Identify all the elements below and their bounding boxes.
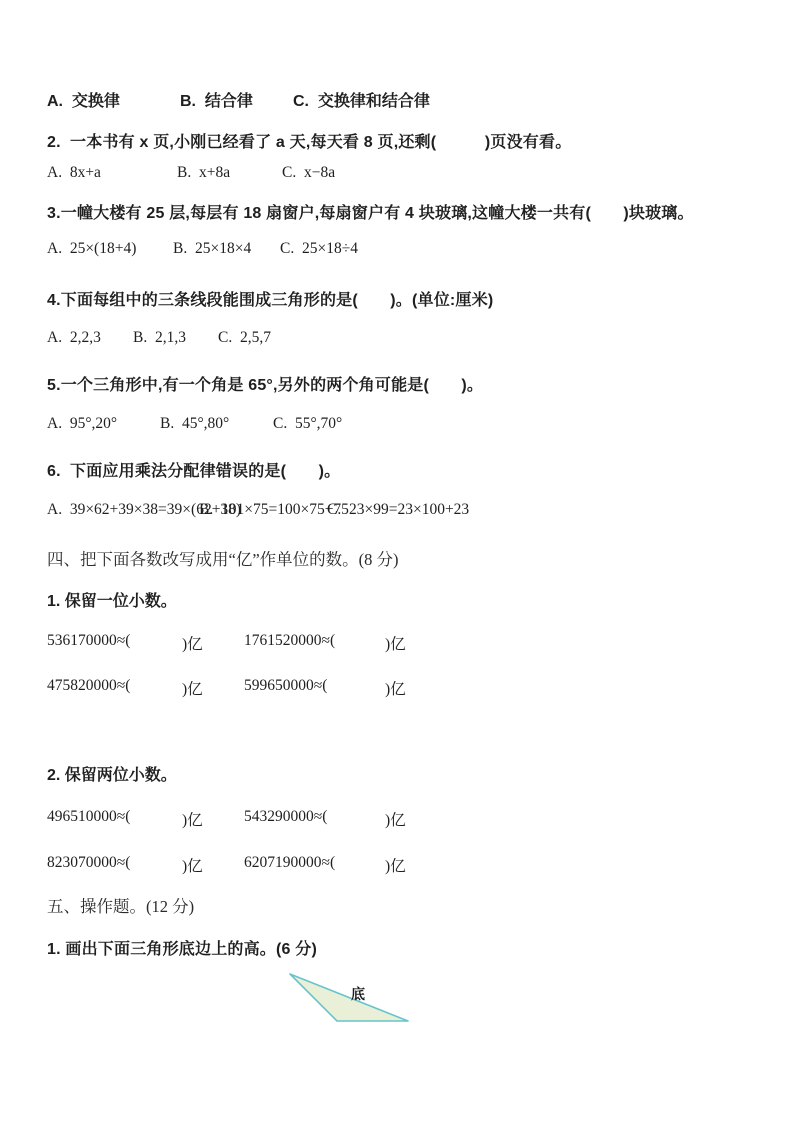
q3-options-row: [47, 240, 767, 262]
q1-option-a: A. 交换律: [47, 93, 120, 110]
q5-option-b: B. 45°,80°: [160, 415, 230, 432]
q6-option-c: C. 23×99=23×100+23: [327, 501, 470, 518]
q6-option-a: A. 39×62+39×38=39×(62+38): [47, 501, 242, 518]
round-value: 475820000≈(: [47, 677, 131, 694]
q5-stem: 5.一个三角形中,有一个角是 65°,另外的两个角可能是( )。: [47, 377, 484, 394]
q2-options-row: [47, 164, 767, 186]
round-blank-unit: )亿: [182, 812, 203, 829]
round-value: 536170000≈(: [47, 632, 131, 649]
q6-option-b: B. 101×75=100×75+75: [199, 501, 349, 518]
round-blank-unit: )亿: [182, 858, 203, 875]
q3-option-a: A. 25×(18+4): [47, 240, 137, 257]
q2-option-a: A. 8x+a: [47, 164, 101, 181]
q1-options-row: [47, 88, 767, 110]
q5-option-c: C. 55°,70°: [273, 415, 343, 432]
round-value: 823070000≈(: [47, 854, 131, 871]
round-row-1: [47, 632, 767, 654]
triangle-figure: [276, 960, 421, 1030]
q4-options-row: [47, 329, 767, 351]
q2-option-c: C. x−8a: [282, 164, 336, 181]
q2-stem: 2. 一本书有 x 页,小刚已经看了 a 天,每天看 8 页,还剩( )页没有看。: [47, 134, 572, 151]
q5-options-row: [47, 415, 767, 437]
round-row-4: [47, 854, 767, 876]
round-blank-unit: )亿: [385, 681, 406, 698]
section5-title: 五、操作题。(12 分): [47, 897, 195, 916]
triangle-base-label: 底: [351, 986, 365, 1002]
round-value: 6207190000≈(: [244, 854, 336, 871]
section4-part1-title: 1. 保留一位小数。: [47, 593, 177, 610]
q3-stem: 3.一幢大楼有 25 层,每层有 18 扇窗户,每扇窗户有 4 块玻璃,这幢大楼一共有( )块玻璃。: [47, 205, 694, 222]
section4-title: 四、把下面各数改写成用“亿”作单位的数。(8 分): [47, 550, 399, 569]
q3-option-b: B. 25×18×4: [173, 240, 252, 257]
q4-option-a: A. 2,2,3: [47, 329, 101, 346]
q1-option-b: B. 结合律: [180, 93, 253, 110]
round-blank-unit: )亿: [182, 681, 203, 698]
q5-option-a: A. 95°,20°: [47, 415, 118, 432]
section4-part2-title: 2. 保留两位小数。: [47, 767, 177, 784]
round-value: 496510000≈(: [47, 808, 131, 825]
round-blank-unit: )亿: [385, 858, 406, 875]
round-row-3: [47, 808, 767, 830]
q3-option-c: C. 25×18÷4: [280, 240, 358, 257]
q4-option-c: C. 2,5,7: [218, 329, 271, 346]
section5-q1: 1. 画出下面三角形底边上的高。(6 分): [47, 941, 317, 958]
q1-option-c: C. 交换律和结合律: [293, 93, 430, 110]
round-value: 1761520000≈(: [244, 632, 336, 649]
q4-option-b: B. 2,1,3: [133, 329, 186, 346]
round-blank-unit: )亿: [182, 636, 203, 653]
triangle-shape: [290, 974, 408, 1021]
round-blank-unit: )亿: [385, 812, 406, 829]
q2-option-b: B. x+8a: [177, 164, 231, 181]
round-row-2: [47, 677, 767, 699]
q4-stem: 4.下面每组中的三条线段能围成三角形的是( )。(单位:厘米): [47, 292, 494, 309]
round-value: 599650000≈(: [244, 677, 328, 694]
q6-stem: 6. 下面应用乘法分配律错误的是( )。: [47, 463, 341, 480]
round-value: 543290000≈(: [244, 808, 328, 825]
round-blank-unit: )亿: [385, 636, 406, 653]
q6-options-row: [47, 501, 767, 523]
